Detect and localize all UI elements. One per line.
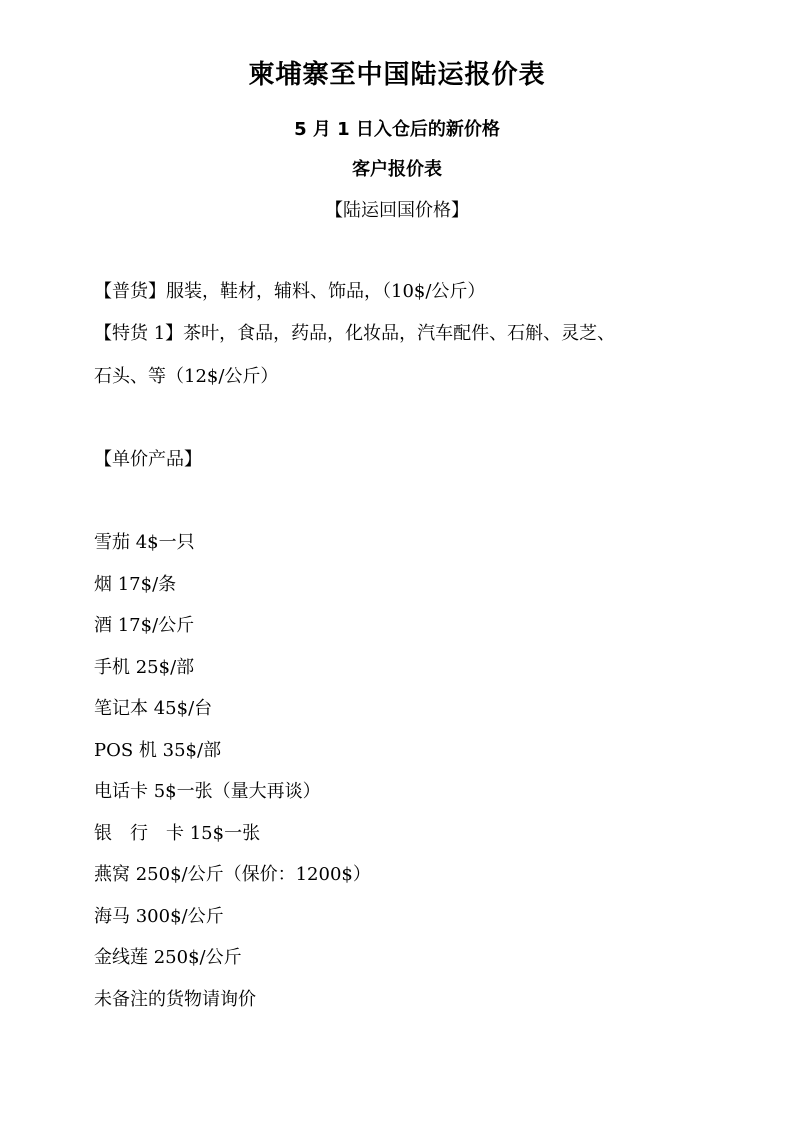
inquiry-note: 未备注的货物请询价	[94, 989, 256, 1010]
section-heading-land-transport: 【陆运回国价格】	[325, 200, 469, 221]
price-item-laptop: 笔记本 45$/台	[94, 698, 213, 719]
price-item-pos-machine: POS 机 35$/部	[94, 740, 222, 761]
price-item-mobile-phone: 手机 25$/部	[94, 657, 195, 678]
price-item-bank-card: 银 行 卡 15$一张	[94, 823, 261, 844]
customer-quote-label: 客户报价表	[352, 159, 442, 180]
price-effective-date: 5 月 1 日入仓后的新价格	[294, 119, 500, 140]
price-item-phone-card: 电话卡 5$一张（量大再谈）	[94, 781, 321, 802]
price-item-jewel-orchid: 金线莲 250$/公斤	[94, 947, 242, 968]
price-item-cigarettes: 烟 17$/条	[94, 574, 177, 595]
price-item-seahorse: 海马 300$/公斤	[94, 906, 224, 927]
price-item-liquor: 酒 17$/公斤	[94, 615, 195, 636]
category-general-goods: 【普货】服装，鞋材，辅料、饰品，（10$/公斤）	[94, 281, 486, 302]
page-title: 柬埔寨至中国陆运报价表	[248, 60, 546, 90]
price-item-cigar: 雪茄 4$一只	[94, 532, 195, 553]
price-item-birds-nest: 燕窝 250$/公斤（保价：1200$）	[94, 864, 371, 885]
unit-products-heading: 【单价产品】	[94, 449, 202, 470]
category-special-goods-line-1: 【特货 1】茶叶，食品，药品，化妆品，汽车配件、石斛、灵芝、	[94, 323, 616, 344]
category-special-goods-line-2: 石头、等（12$/公斤）	[94, 366, 279, 387]
